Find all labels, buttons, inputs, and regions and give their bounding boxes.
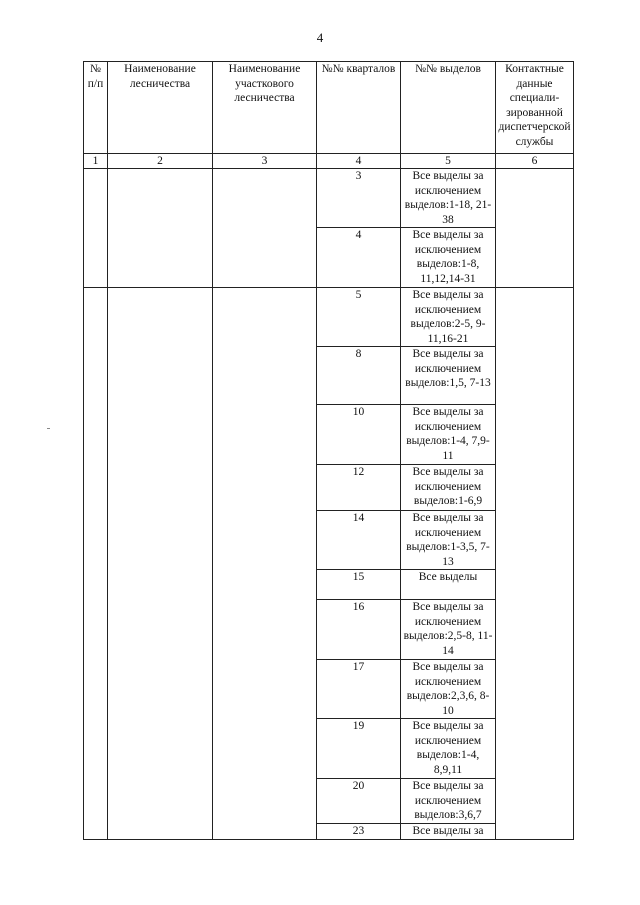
quarter-cell: 5 xyxy=(317,288,401,347)
allotments-cell: Все выделы за исключением выделов:2,5-8, 11-14 xyxy=(401,600,496,660)
column-number: 1 xyxy=(84,154,108,169)
allotments-cell: Все выделы за исключением выделов:2-5, 9-11,16-21 xyxy=(401,288,496,347)
quarter-cell: 16 xyxy=(317,600,401,660)
allotments-cell: Все выделы за исключением выделов:1,5, 7-13 xyxy=(401,347,496,405)
header-district-forestry: Наименование участкового лесничества xyxy=(213,62,317,154)
quarter-cell: 10 xyxy=(317,405,401,465)
index-cell xyxy=(84,169,108,288)
allotments-cell: Все выделы за исключением выделов:3,6,7 xyxy=(401,779,496,824)
quarter-cell: 14 xyxy=(317,511,401,570)
header-allotments: №№ выделов xyxy=(401,62,496,154)
column-number: 4 xyxy=(317,154,401,169)
contacts-cell xyxy=(496,169,574,288)
column-number: 2 xyxy=(108,154,213,169)
allotments-cell: Все выделы за исключением выделов:1-4, 7,9-11 xyxy=(401,405,496,465)
quarter-cell: 3 xyxy=(317,169,401,228)
column-number: 5 xyxy=(401,154,496,169)
page-number: 4 xyxy=(316,30,324,45)
allotments-cell: Все выделы за исключением выделов:1-18, 21-38 xyxy=(401,169,496,228)
quarter-cell: 23 xyxy=(317,824,401,840)
forestry-cell xyxy=(108,288,213,840)
column-number: 6 xyxy=(496,154,574,169)
quarter-cell: 20 xyxy=(317,779,401,824)
forest-quarters-table xyxy=(83,61,574,840)
table-row xyxy=(84,288,574,347)
column-number-row xyxy=(84,154,574,169)
quarter-cell: 12 xyxy=(317,465,401,511)
forestry-cell xyxy=(108,169,213,288)
allotments-cell: Все выделы xyxy=(401,570,496,600)
district-forestry-cell xyxy=(213,169,317,288)
contacts-cell xyxy=(496,288,574,840)
quarter-cell: 17 xyxy=(317,660,401,719)
allotments-cell: Все выделы за исключением выделов:2,3,6, 8-10 xyxy=(401,660,496,719)
table-row xyxy=(84,169,574,228)
column-number: 3 xyxy=(213,154,317,169)
index-cell xyxy=(84,288,108,840)
header-row xyxy=(84,62,574,154)
quarter-cell: 19 xyxy=(317,719,401,779)
header-index: № п/п xyxy=(84,62,108,154)
header-dispatch-contacts: Контактные данные специали-зированной диспетчерской службы xyxy=(496,62,574,154)
header-quarters: №№ кварталов xyxy=(317,62,401,154)
district-forestry-cell xyxy=(213,288,317,840)
allotments-cell: Все выделы за исключением выделов:1-6,9 xyxy=(401,465,496,511)
quarter-cell: 4 xyxy=(317,228,401,288)
quarter-cell: 8 xyxy=(317,347,401,405)
allotments-cell: Все выделы за исключением выделов:1-3,5, 7-13 xyxy=(401,511,496,570)
allotments-cell: Все выделы за исключением выделов:1-4, 8,9,11 xyxy=(401,719,496,779)
header-forestry: Наименование лесничества xyxy=(108,62,213,154)
scan-mark xyxy=(47,428,50,429)
allotments-cell: Все выделы за исключением выделов:1-8, 11,12,14-31 xyxy=(401,228,496,288)
quarter-cell: 15 xyxy=(317,570,401,600)
allotments-cell: Все выделы за xyxy=(401,824,496,840)
